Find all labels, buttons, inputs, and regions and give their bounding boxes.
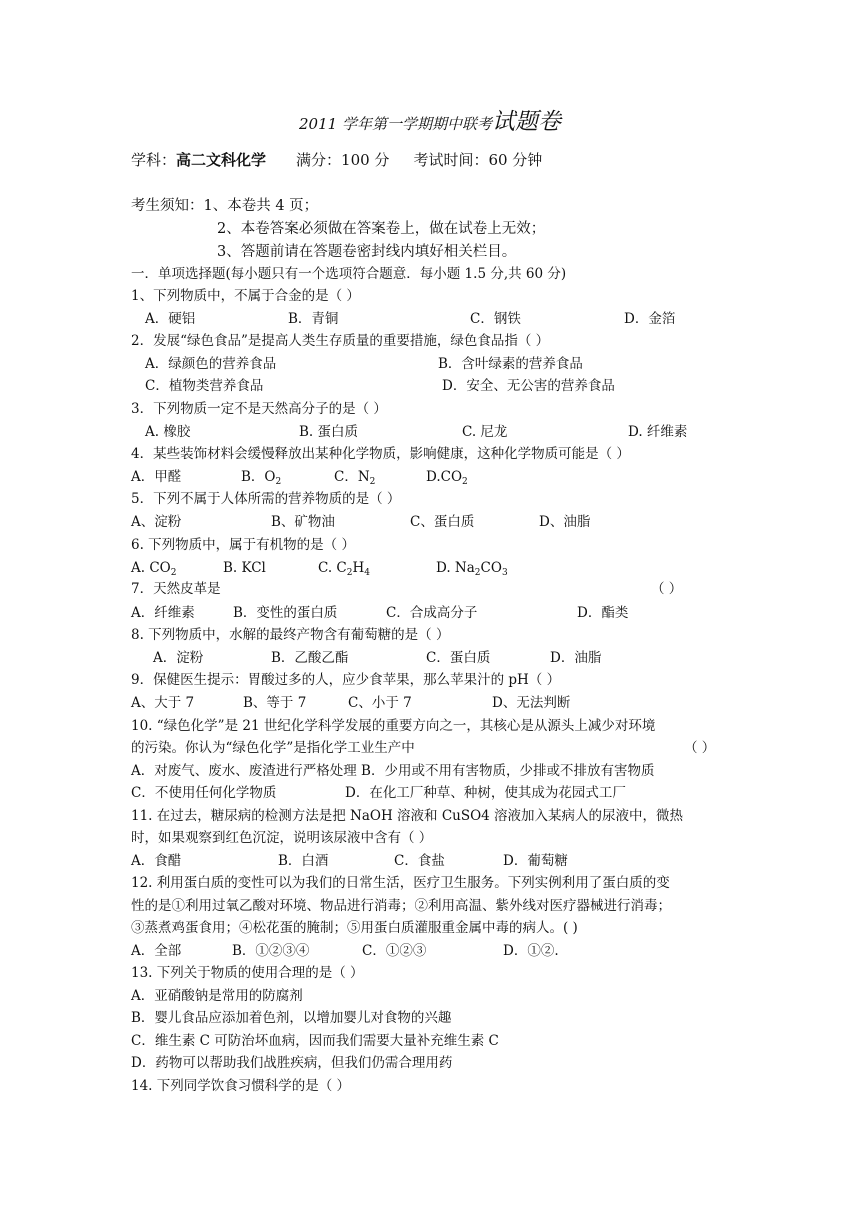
option: A．食醋 — [131, 853, 182, 869]
option-text: H — [352, 560, 365, 576]
option: D．①②. — [503, 943, 559, 959]
option: D．安全、无公害的营养食品 — [442, 378, 615, 394]
option: B．白酒 — [278, 853, 329, 869]
option: A．甲醛 — [131, 469, 182, 485]
question-stem: 4．某些装饰材料会缓慢释放出某种化学物质，影响健康，这种化学物质可能是（ ） — [131, 446, 630, 462]
option: B．变性的蛋白质 — [233, 605, 338, 621]
option: C．蛋白质 — [426, 650, 491, 666]
question-stem: 9．保健医生提示：胃酸过多的人，应少食苹果，那么苹果汁的 pH（ ） — [131, 672, 561, 688]
option: C．不使用任何化学物质 — [131, 785, 277, 801]
option: B. 蛋白质 — [299, 424, 359, 440]
option: B、矿物油 — [271, 514, 335, 530]
question-stem: 10. “绿色化学”是 21 世纪化学科学发展的重要方向之一，其核心是从源头上减少对环境 — [131, 718, 656, 734]
question-stem: 5．下列不属于人体所需的营养物质的是（ ） — [131, 491, 401, 507]
subject-line — [131, 150, 542, 170]
option: D．药物可以帮助我们战胜疾病，但我们仍需合理用药 — [131, 1055, 453, 1071]
option: D．酯类 — [577, 605, 629, 621]
option: A．硬铝 — [145, 311, 196, 327]
option: A、大于 7 — [131, 695, 195, 711]
answer-paren: （ ） — [684, 740, 716, 756]
option-text: C．N — [334, 469, 370, 485]
option: A．亚硝酸钠是常用的防腐剂 — [131, 988, 303, 1004]
answer-paren: （ ） — [651, 581, 683, 597]
option-text: C. C — [318, 560, 347, 576]
option: D. 纤维素 — [628, 424, 688, 440]
option — [334, 467, 375, 487]
full-score: 满分：100 分 — [296, 151, 390, 169]
subscript: 2 — [369, 477, 376, 487]
option: A．绿颜色的营养食品 — [145, 356, 277, 372]
option: C．维生素 C 可防治坏血病，因而我们需要大量补充维生素 C — [131, 1033, 499, 1049]
subscript: 2 — [170, 568, 177, 578]
section-heading: 一．单项选择题(每小题只有一个选项符合题意．每小题 1.5 分,共 60 分) — [131, 266, 567, 282]
option: B、等于 7 — [243, 695, 307, 711]
option-text: D.CO — [426, 469, 463, 485]
option: A. 橡胶 — [145, 424, 191, 440]
notice-item: 1、本卷共 4 页； — [203, 198, 319, 214]
question-stem: 11. 在过去，糖尿病的检测方法是把 NaOH 溶液和 CuSO4 溶液加入某病人的尿液中，微热 — [131, 808, 684, 824]
question-stem: 14. 下列同学饮食习惯科学的是（ ） — [131, 1078, 351, 1094]
question-stem: 7．天然皮革是 — [131, 581, 221, 597]
option — [131, 558, 176, 578]
question-stem: 时，如果观察到红色沉淀，说明该尿液中含有（ ） — [131, 830, 433, 846]
page-title — [0, 109, 860, 135]
option-text: CO — [480, 560, 502, 576]
subject-label: 学科： — [131, 151, 177, 169]
question-stem: 的污染。你认为“绿色化学”是指化学工业生产中 — [131, 740, 415, 756]
option: C．①②③ — [362, 943, 427, 959]
question-stem: 13. 下列关于物质的使用合理的是（ ） — [131, 965, 364, 981]
option: B．乙酸乙酯 — [271, 650, 349, 666]
option: C．钢铁 — [470, 311, 521, 327]
option: B．①②③④ — [232, 943, 310, 959]
question-stem: 12. 利用蛋白质的变性可以为我们的日常生活，医疗卫生服务。下列实例利用了蛋白质的变 — [131, 875, 670, 891]
option: A．对废气、废水、废渣进行严格处理 B．少用或不用有害物质，少排或不排放有害物质 — [131, 763, 655, 779]
option — [426, 467, 468, 487]
option: C、小于 7 — [348, 695, 412, 711]
option: C、蛋白质 — [410, 514, 475, 530]
option: D、无法判断 — [492, 695, 571, 711]
option: B．含叶绿素的营养食品 — [438, 356, 583, 372]
subscript: 2 — [346, 568, 353, 578]
question-stem: ③蒸煮鸡蛋食用；④松花蛋的腌制；⑤用蛋白质灌服重金属中毒的病人。( ) — [131, 920, 578, 936]
option: D．油脂 — [550, 650, 602, 666]
option — [436, 558, 508, 578]
question-stem: 6. 下列物质中，属于有机物的是（ ） — [131, 537, 355, 553]
option-text: D. Na — [436, 560, 475, 576]
option: B．婴儿食品应添加着色剂，以增加婴儿对食物的兴趣 — [131, 1010, 452, 1026]
question-stem: 3．下列物质一定不是天然高分子的是（ ） — [131, 401, 387, 417]
option: B. KCl — [223, 560, 266, 576]
option: A．全部 — [131, 943, 182, 959]
option: D．葡萄糖 — [503, 853, 568, 869]
question-stem: 1、下列物质中，不属于合金的是（ ） — [131, 288, 360, 304]
option: D、油脂 — [539, 514, 591, 530]
option — [241, 467, 281, 487]
subscript: 2 — [462, 477, 468, 487]
subscript: 4 — [364, 568, 371, 578]
question-stem: 2．发展“绿色食品”是提高人类生存质量的重要措施，绿色食品指（ ） — [131, 333, 550, 349]
exam-time: 考试时间：60 分钟 — [413, 151, 543, 169]
option: C. 尼龙 — [462, 424, 508, 440]
option — [318, 558, 370, 578]
notice-item: 2、本卷答案必须做在答案卷上，做在试卷上无效； — [217, 221, 546, 237]
subscript: 3 — [501, 568, 508, 578]
title-main: 试题卷 — [491, 109, 561, 135]
question-stem: 性的是①利用过氧乙酸对环境、物品进行消毒；②利用高温、紫外线对医疗器械进行消毒； — [131, 898, 671, 914]
title-prefix: 2011 学年第一学期期中联考 — [299, 115, 492, 133]
option: A．淀粉 — [153, 650, 204, 666]
option: A．纤维素 — [131, 605, 195, 621]
option: C．食盐 — [394, 853, 445, 869]
option: D．金箔 — [624, 311, 676, 327]
subscript: 2 — [474, 568, 481, 578]
subscript: 2 — [275, 477, 282, 487]
notice-line-1 — [131, 196, 318, 216]
option-text: B．O — [241, 469, 276, 485]
subject-value: 高二文科化学 — [176, 151, 267, 169]
option: A、淀粉 — [131, 514, 182, 530]
option: B．青铜 — [288, 311, 339, 327]
notice-lead: 考生须知： — [131, 198, 204, 214]
option: C．合成高分子 — [386, 605, 478, 621]
option: D．在化工厂种草、种树，使其成为花园式工厂 — [345, 785, 626, 801]
question-stem: 8. 下列物质中，水解的最终产物含有葡萄糖的是（ ） — [131, 627, 450, 643]
option: C．植物类营养食品 — [145, 378, 264, 394]
option-text: A. CO — [131, 560, 171, 576]
notice-item: 3、答题前请在答题卷密封线内填好相关栏目。 — [217, 244, 517, 260]
